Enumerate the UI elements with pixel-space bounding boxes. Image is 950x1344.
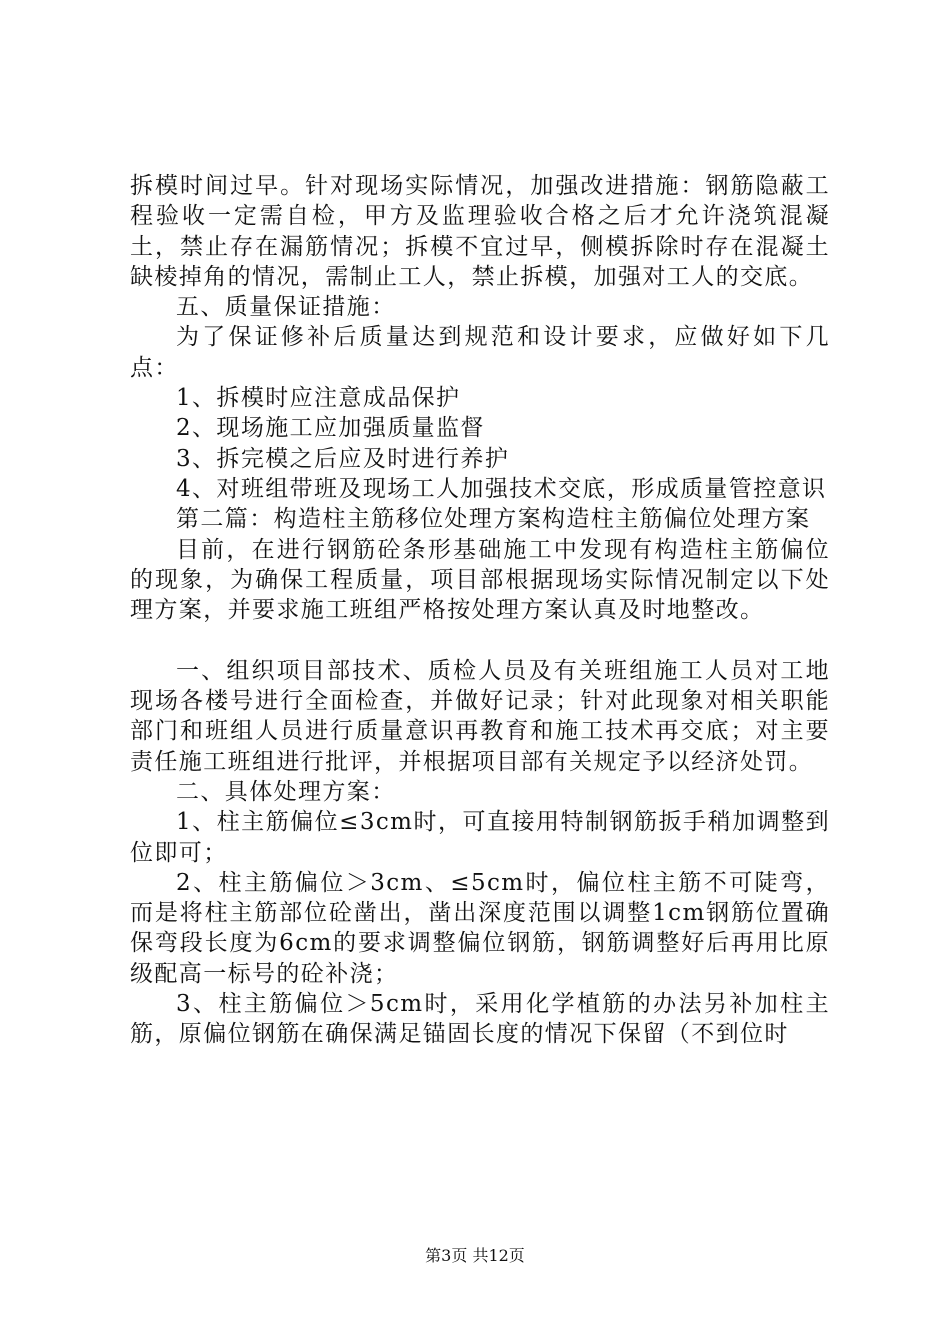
page-number: 第3页 共12页 [425,1246,525,1265]
section-heading: 二、具体处理方案： [176,778,396,805]
chapter-title: 第二篇：构造柱主筋移位处理方案构造柱主筋偏位处理方案 [176,506,811,533]
list-item: 3、拆完模之后应及时进行养护 [176,445,510,472]
paragraph: 一、组织项目部技术、质检人员及有关班组施工人员对工地现场各楼号进行全面检查，并做好记录；针对此现象对相关职能部门和班组人员进行质量意识再教育和施工技术再交底；对主要责任施工班组进行批评，并根据项目部有关规定予以经济处罚。 [130,657,830,775]
paragraph: 拆模时间过早。针对现场实际情况，加强改进措施：钢筋隐蔽工程验收一定需自检，甲方及监理验收合格之后才允许浇筑混凝土，禁止存在漏筋情况；拆模不宜过早，侧模拆除时存在混凝土缺棱掉角的情况，需制止工人，禁止拆模，加强对工人的交底。 [130,173,830,290]
document-body [130,171,830,1050]
list-item: 1、拆模时应注意成品保护 [176,385,461,412]
section-heading: 五、质量保证措施： [176,294,396,321]
list-item: 2、柱主筋偏位＞3cm、≤5cm时，偏位柱主筋不可陡弯，而是将柱主筋部位砼凿出，凿出深度范围以调整1cm钢筋位置确保弯段长度为6cm的要求调整偏位钢筋，钢筋调整好后再用比原级配高一标号的砼补浇； [130,869,830,987]
paragraph: 为了保证修补后质量达到规范和设计要求，应做好如下几点： [130,324,830,381]
list-item: 3、柱主筋偏位＞5cm时，采用化学植筋的办法另补加柱主筋，原偏位钢筋在确保满足锚固长度的情况下保留（不到位时 [130,991,830,1048]
list-item: 2、现场施工应加强质量监督 [176,415,485,442]
list-item: 1、柱主筋偏位≤3cm时，可直接用特制钢筋扳手稍加调整到位即可； [130,809,830,866]
paragraph-spacer [130,625,830,655]
list-item: 4、对班组带班及现场工人加强技术交底，形成质量管控意识 [176,475,827,502]
paragraph: 目前，在进行钢筋砼条形基础施工中发现有构造柱主筋偏位的现象，为确保工程质量，项目部根据现场实际情况制定以下处理方案，并要求施工班组严格按处理方案认真及时地整改。 [130,536,830,624]
